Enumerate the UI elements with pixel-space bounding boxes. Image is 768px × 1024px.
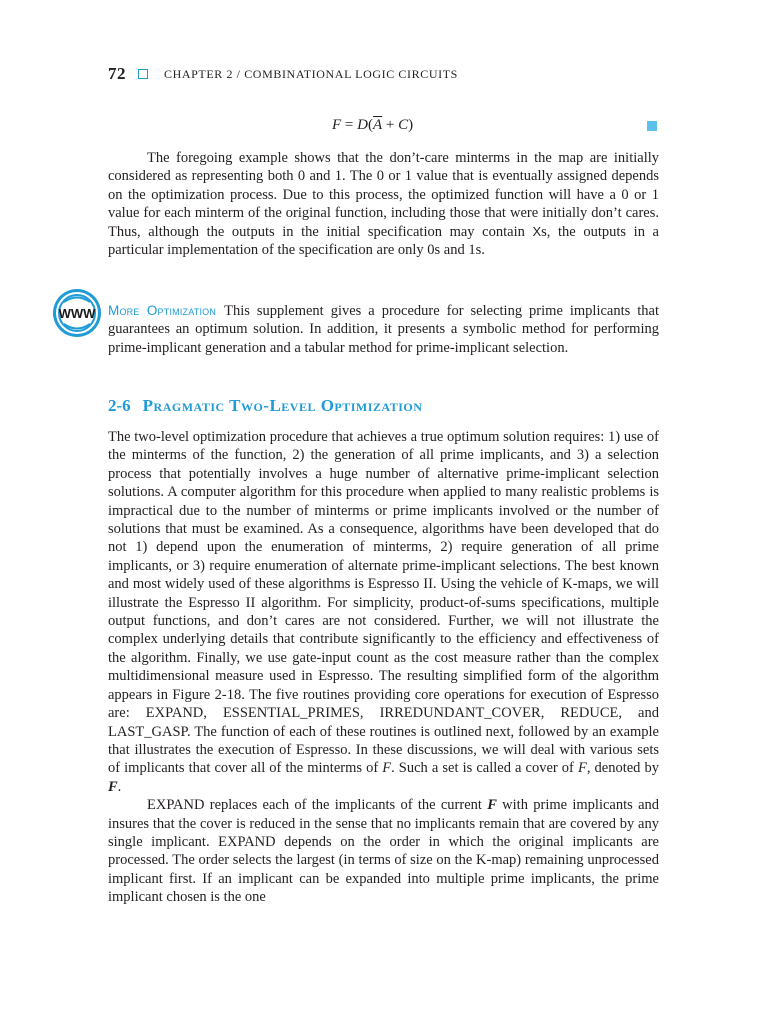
filled-square-icon [647, 121, 657, 131]
chapter-title: CHAPTER 2 / COMBINATIONAL LOGIC CIRCUITS [164, 66, 458, 81]
paragraph1-x: X [532, 223, 542, 239]
paragraph2-text-b: . Such a set is called a cover of [391, 760, 578, 777]
paragraph1-text: The foregoing example shows that the don’t-care minterms in the map are initially considered as representing both 0 and 1. The 0 or 1 value that is eventually assigned depends on the optimization process. Due to this process, the optimized function will have a 0 or 1 value for each minterm of the original function, including those that were initially don’t cares. Thus, although the outputs in the initial specification may contain [108, 150, 659, 240]
equation-c: C [398, 117, 409, 133]
paragraph1-end: s, the outputs in a particular implementation of the specification are only 0s and 1s. [108, 223, 659, 259]
equation [332, 117, 413, 134]
page-number: 72 [108, 64, 126, 83]
paragraph3-f-bold: F [487, 797, 497, 814]
globe-www-icon[interactable] [52, 288, 102, 338]
paragraph3-text: EXPAND replaces each of the implicants of the current [147, 797, 488, 814]
paragraph2-text: The two-level optimization procedure that achieves a true optimum solution requires: 1) use of the minterms of the function, 2) the generation of all prime implicants, and 3) a selection process that potentially involves a huge number of alternative prime-implicant selection solutions. A computer algorithm for this procedure when applied to many realistic problems is impractical due to the number of minterms or prime implicants involved or the number of solutions that must be examined. As a consequence, algorithms have been developed that do not 1) depend upon the enumeration of minterms, 2) require generation of all prime implicants, or 3) require enumeration of alternate prime-implicant selections. The best known and most widely used of these algorithms is Espresso II. Using the vehicle of K-maps, we will illustrate the Espresso II algorithm. For simplicity, product-of-sums specifications, multiple output functions, and don’t cares are not considered. Further, we will not illustrate the complex underlying details that contribute significantly to the efficiency and effectiveness of the algorithm. Finally, we use gate-input count as the cost measure rather than the complex multidimensional measure used in Espresso. The resulting simplified form of the algorithm appears in Figure 2-18. The five routines providing core operations for execution of Espresso are: EXPAND, ESSENTIAL_PRIMES, IRREDUNDANT_COVER, REDUCE, and LAST_GASP. The function of each of these routines is outlined next, followed by an example that illustrates the execution of Espresso. In these discussions, we will deal with various sets of implicants that cover all of the minterms of [108, 429, 659, 777]
paragraph2-f: F [382, 760, 392, 777]
equation-f: F [332, 117, 342, 133]
equation-close-paren: ) [408, 117, 414, 133]
equation-a-complement: $\overline{A}$ [372, 117, 383, 133]
section-number: 2-6 [108, 396, 131, 415]
paragraph2-text-d: . [117, 778, 122, 795]
paragraph2-f-cover: F [577, 760, 587, 777]
running-header [108, 62, 458, 86]
paragraph2-text-c: , denoted by [586, 760, 659, 777]
hollow-square-icon [138, 69, 148, 79]
section-body [108, 428, 659, 907]
supplement-note [108, 302, 659, 357]
paragraph2-f-bold: F [108, 778, 118, 795]
equation-plus: + [382, 117, 399, 133]
equation-d: D [357, 117, 368, 133]
www-badge-label: WWW [58, 306, 96, 321]
equation-equals: = [341, 117, 358, 133]
paragraph3-text-b: with prime implicants and insures that the cover is reduced in the sense that no implicants remain that are covered by any single implicant. EXPAND depends on the order in which the original implicants are processed. The order selects the largest (in terms of size on the K-map) remaining unprocessed implicant first. If an implicant can be expanded into multiple prime implicants, the prime implicant chosen is the one [108, 797, 660, 906]
section-heading [108, 396, 422, 416]
paragraph-dont-cares [108, 149, 659, 259]
supplement-text: This supplement gives a procedure for selecting prime implicants that guarantees an optimum solution. In addition, it presents a symbolic method for performing prime-implicant generation and a tabular method for prime-implicant selection. [108, 303, 659, 356]
supplement-label[interactable]: More Optimization [108, 303, 217, 318]
section-title: Pragmatic Two-Level Optimization [142, 396, 423, 415]
equation-open-paren: ( [367, 117, 373, 133]
